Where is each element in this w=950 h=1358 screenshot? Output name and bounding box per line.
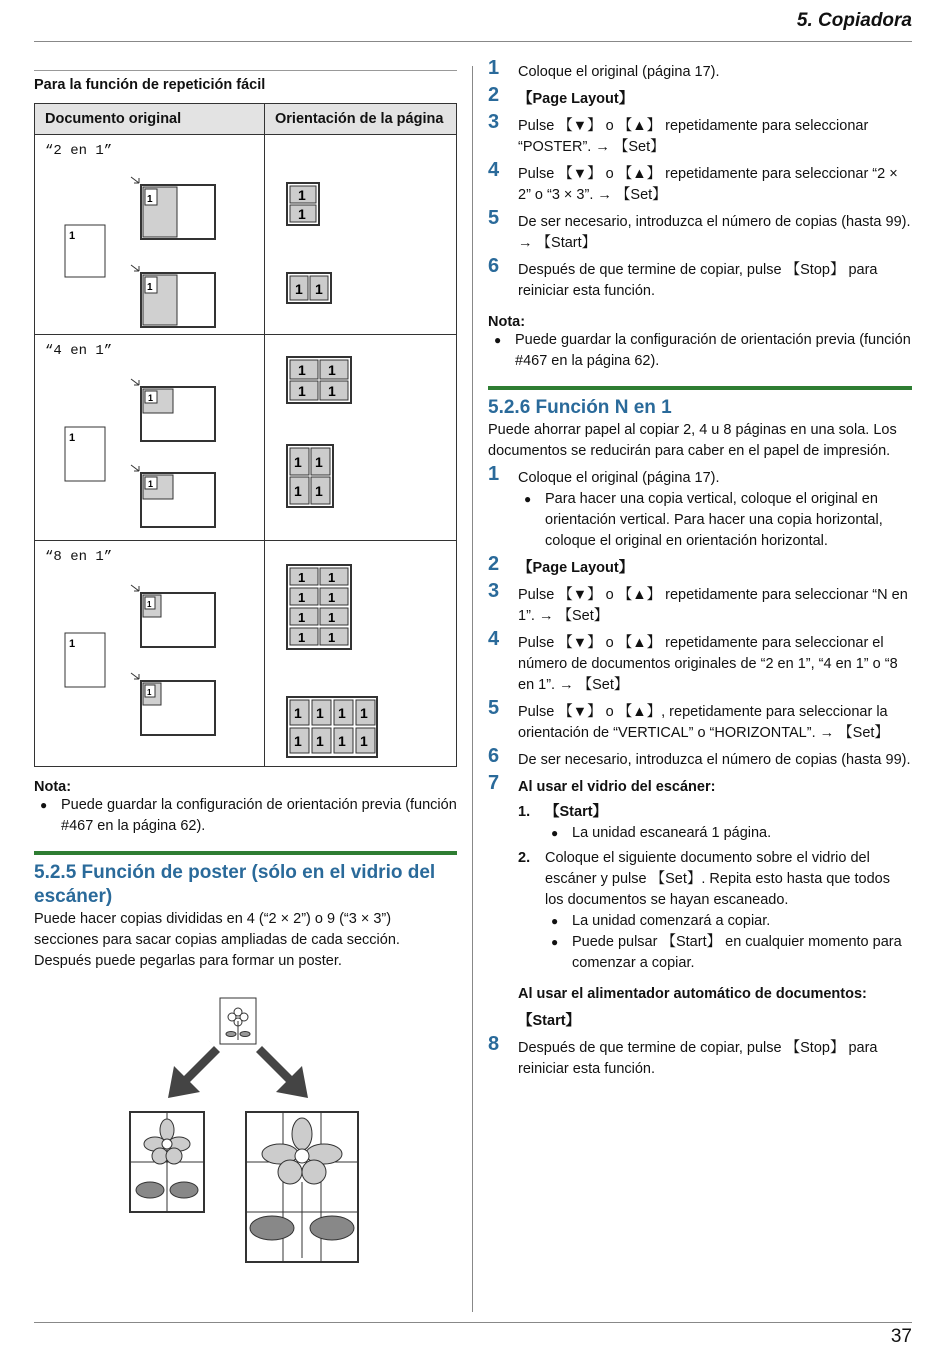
page-marker: 1 bbox=[315, 281, 323, 297]
poster-illustration bbox=[34, 992, 457, 1292]
step-text: Pulse 【▼】 o 【▲】 repetidamente para seleccionar “2 × 2” o “3 × 3”. → 【Set】 bbox=[518, 166, 898, 203]
step-number: 8 bbox=[488, 1033, 500, 1055]
n-step bbox=[488, 580, 912, 627]
step-number: 3 bbox=[488, 580, 500, 602]
page-marker: 1 bbox=[294, 454, 302, 470]
page-marker: 1 bbox=[147, 600, 152, 609]
section-title-poster: 5.2.5 Función de poster (sólo en el vidrio del escáner) bbox=[34, 851, 457, 909]
step-text: Después de que termine de copiar, pulse 【Stop】 para reiniciar esta función. bbox=[518, 1040, 878, 1077]
step-number: 4 bbox=[488, 628, 500, 650]
poster-step bbox=[488, 111, 912, 158]
page-marker: 1 bbox=[147, 282, 153, 293]
page-marker: 1 bbox=[298, 630, 306, 645]
step-text: Al usar el vidrio del escáner: bbox=[518, 779, 716, 795]
n-step bbox=[488, 745, 912, 771]
diagram-2in1 bbox=[35, 135, 265, 335]
diagram-4in1 bbox=[35, 335, 265, 541]
step-number: 1 bbox=[488, 463, 500, 485]
page-marker: 1 bbox=[148, 393, 154, 403]
sub-step bbox=[518, 848, 912, 974]
page-marker: 1 bbox=[298, 590, 306, 605]
sub-number: 1. bbox=[518, 804, 531, 820]
page-marker: 1 bbox=[328, 362, 336, 378]
page-marker: 1 bbox=[316, 705, 324, 721]
page-marker: 1 bbox=[148, 479, 154, 489]
page-marker: 1 bbox=[294, 483, 302, 499]
footer-rule bbox=[34, 1322, 912, 1323]
diagram-8in1 bbox=[35, 541, 265, 767]
adf-title: Al usar el alimentador automático de documentos: bbox=[518, 986, 867, 1002]
cell-4in1-orientation bbox=[265, 335, 457, 541]
poster-step bbox=[488, 207, 912, 254]
step-text: Pulse 【▼】 o 【▲】 repetidamente para seleccionar “N en 1”. → 【Set】 bbox=[518, 587, 908, 624]
table-header-orientation: Orientación de la página bbox=[265, 104, 457, 135]
section-body-n-in-1: Puede ahorrar papel al copiar 2, 4 u 8 páginas en una sola. Los documentos se reducirán para caber en el papel de impresión. bbox=[488, 422, 897, 459]
page-marker: 1 bbox=[298, 206, 306, 222]
step-number: 3 bbox=[488, 111, 500, 133]
column-divider bbox=[472, 66, 473, 1312]
cell-8in1-orientation bbox=[265, 541, 457, 767]
page-marker: 1 bbox=[147, 194, 153, 205]
step-text: Pulse 【▼】 o 【▲】 repetidamente para seleccionar el número de documentos originales de “2 en 1”, “4 en 1” o “8 en 1”. → 【Set】 bbox=[518, 635, 898, 693]
step-text: Coloque el original (página 17). bbox=[518, 470, 720, 486]
step-text: De ser necesario, introduzca el número de copias (hasta 99). bbox=[518, 752, 911, 768]
page-marker: 1 bbox=[147, 688, 152, 697]
sub-text: 【Start】 bbox=[545, 804, 608, 820]
n-step bbox=[488, 697, 912, 744]
section-body-poster: Puede hacer copias divididas en 4 (“2 × 2”) o 9 (“3 × 3”) secciones para sacar copias ampliadas de cada sección. Después puede pegarlas para formar un poster. bbox=[34, 911, 400, 969]
page-marker: 1 bbox=[338, 733, 346, 749]
step-number: 6 bbox=[488, 255, 500, 277]
page-marker: 1 bbox=[328, 590, 336, 605]
page-marker: 1 bbox=[316, 733, 324, 749]
orientation-4in1 bbox=[265, 335, 455, 541]
step-text: De ser necesario, introduzca el número de copias (hasta 99). → 【Start】 bbox=[518, 214, 911, 251]
sub-step bbox=[518, 802, 912, 844]
step-number: 7 bbox=[488, 772, 500, 794]
cell-2in1-orientation bbox=[265, 135, 457, 335]
sub-number: 2. bbox=[518, 850, 531, 866]
step-number: 5 bbox=[488, 207, 500, 229]
page-marker: 1 bbox=[298, 187, 306, 203]
note-text-right: ● Puede guardar la configuración de orientación previa (función #467 en la página 62). bbox=[488, 330, 912, 372]
step-text: 【Page Layout】 bbox=[518, 91, 634, 107]
step-number: 6 bbox=[488, 745, 500, 767]
page-number: 37 bbox=[890, 1326, 912, 1347]
n-step bbox=[488, 463, 912, 552]
cell-8in1-original bbox=[35, 541, 265, 767]
orientation-8in1 bbox=[265, 541, 455, 767]
sub-text: Coloque el siguiente documento sobre el vidrio del escáner y pulse 【Set】. Repita esto hasta que todos los documentos se hayan escaneado. bbox=[545, 850, 890, 908]
cell-2in1-original bbox=[35, 135, 265, 335]
page-marker: 1 bbox=[315, 483, 323, 499]
step-bullet: ● Para hacer una copia vertical, coloque el original en orientación vertical. Para hacer una copia horizontal, coloque el original en orientación horizontal. bbox=[518, 489, 912, 552]
note-text: ● Puede guardar la configuración de orientación previa (función #467 en la página 62). bbox=[34, 795, 457, 837]
row-label-8in1: “8 en 1” bbox=[45, 549, 113, 565]
page-marker: 1 bbox=[298, 383, 306, 399]
page-marker: 1 bbox=[360, 733, 368, 749]
step-number: 2 bbox=[488, 553, 500, 575]
n-step bbox=[488, 772, 912, 1032]
page-marker: 1 bbox=[360, 705, 368, 721]
cell-4in1-original bbox=[35, 335, 265, 541]
step-number: 5 bbox=[488, 697, 500, 719]
n-step bbox=[488, 628, 912, 696]
step-text: Pulse 【▼】 o 【▲】, repetidamente para seleccionar la orientación de “VERTICAL” o “HORIZONTAL”. → 【Set】 bbox=[518, 704, 889, 741]
step-text: Pulse 【▼】 o 【▲】 repetidamente para seleccionar “POSTER”. → 【Set】 bbox=[518, 118, 869, 155]
step-text: Coloque el original (página 17). bbox=[518, 64, 720, 80]
section-title-n-in-1: 5.2.6 Función N en 1 bbox=[488, 386, 912, 420]
page-marker: 1 bbox=[328, 630, 336, 645]
page-marker: 1 bbox=[298, 362, 306, 378]
page-marker: 1 bbox=[338, 705, 346, 721]
sub-bullet: ● La unidad comenzará a copiar. bbox=[545, 911, 912, 932]
table-row bbox=[35, 335, 457, 541]
poster-step bbox=[488, 159, 912, 206]
table-label: Para la función de repetición fácil bbox=[34, 70, 457, 103]
poster-step bbox=[488, 57, 912, 83]
step-number: 4 bbox=[488, 159, 500, 181]
page-marker: 1 bbox=[298, 610, 306, 625]
page-marker: 1 bbox=[294, 705, 302, 721]
note-title: Nota: bbox=[34, 779, 72, 795]
page-marker: 1 bbox=[295, 281, 303, 297]
table-row bbox=[35, 135, 457, 335]
right-column bbox=[488, 57, 912, 1086]
header-title: 5. Copiadora bbox=[796, 10, 912, 31]
row-label-4in1: “4 en 1” bbox=[45, 343, 113, 359]
step-number: 1 bbox=[488, 57, 500, 79]
step-text: Después de que termine de copiar, pulse 【Stop】 para reiniciar esta función. bbox=[518, 262, 878, 299]
n-step bbox=[488, 553, 912, 579]
page-marker: 1 bbox=[328, 383, 336, 399]
orientation-2in1 bbox=[265, 135, 455, 335]
page-marker: 1 bbox=[315, 454, 323, 470]
table-row bbox=[35, 541, 457, 767]
poster-step bbox=[488, 84, 912, 110]
header-rule bbox=[34, 41, 912, 42]
step-number: 2 bbox=[488, 84, 500, 106]
page-marker: 1 bbox=[298, 570, 306, 585]
sub-bullet: ● Puede pulsar 【Start】 en cualquier momento para comenzar a copiar. bbox=[545, 932, 912, 974]
row-label-2in1: “2 en 1” bbox=[45, 143, 113, 159]
adf-key: 【Start】 bbox=[518, 1013, 581, 1029]
n-in-1-table bbox=[34, 103, 457, 767]
page-marker: 1 bbox=[328, 570, 336, 585]
table-header-original: Documento original bbox=[35, 104, 265, 135]
n-step bbox=[488, 1033, 912, 1080]
page-marker: 1 bbox=[294, 733, 302, 749]
page-marker: 1 bbox=[69, 230, 76, 242]
page-marker: 1 bbox=[69, 432, 76, 444]
poster-step bbox=[488, 255, 912, 302]
sub-bullet: ● La unidad escaneará 1 página. bbox=[545, 823, 912, 844]
page-marker: 1 bbox=[69, 638, 76, 650]
note-title-right: Nota: bbox=[488, 314, 526, 330]
step-text: 【Page Layout】 bbox=[518, 560, 634, 576]
left-column bbox=[34, 70, 457, 1296]
page-marker: 1 bbox=[328, 610, 336, 625]
